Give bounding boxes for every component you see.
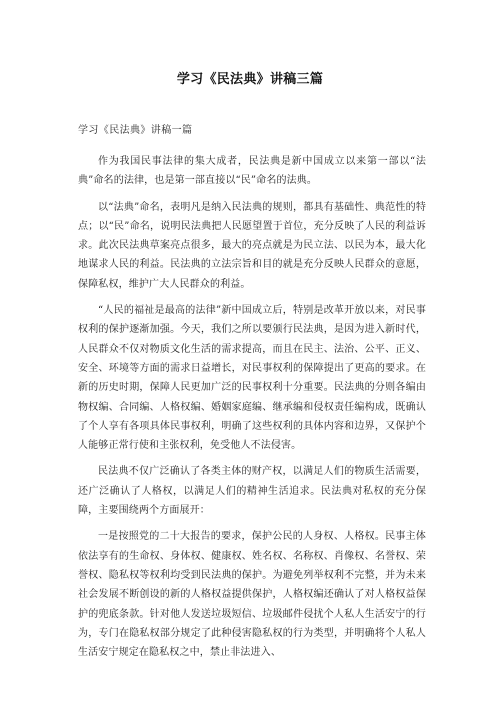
paragraph-4: 民法典不仅广泛确认了各类主体的财产权，以满足人们的物质生活需要，还广泛确认了人格权，以满足人们的精神生活追求。民法典对私权的充分保障，主要围绕两个方面展开： [78,466,426,517]
document-body [78,152,426,662]
paragraph-5: 一是按照党的二十大报告的要求，保护公民的人身权、人格权。民事主体依法享有的生命权、身体权、健康权、姓名权、名称权、肖像权、名誉权、荣誉权、隐私权等权利均受到民法典的保护。为避免列举权利不完整，并为未来社会发展不断创设的新的人格权益提供保护，人格权编还确认了对人格权益保护的兜底条款。针对他人发送垃圾短信、垃圾邮件侵扰个人私人生活安宁的行为，专门在隐私权部分规定了此种侵害隐私权的行为类型，并明确将个人私人生活安宁规定在隐私权之中，禁止非法进入、 [78,531,426,659]
paragraph-1: 作为我国民事法律的集大成者，民法典是新中国成立以来第一部以“法典”命名的法律，也是第一部直接以“民”命名的法典。 [78,156,426,187]
paragraph-2: 以“法典”命名，表明凡是纳入民法典的规则，都具有基础性、典范性的特点；以“民”命名，说明民法典把人民愿望置于首位，充分反映了人民的利益诉求。此次民法典草案亮点很多，最大的亮点就是为民立法、以民为本，最大化地谋求人民的利益。民法典的立法宗旨和目的就是充分反映人民群众的意愿，保障私权，维护广大人民群众的利益。 [78,201,426,290]
document-title: 学习《民法典》讲稿三篇 [176,72,324,87]
paragraph-3: “人民的福祉是最高的法律”新中国成立后，特别是改革开放以来，对民事权利的保护逐渐加强。今天，我们之所以要颁行民法典，是因为进入新时代，人民群众不仅对物质文化生活的需求提高，而且在民主、法治、公平、正义、安全、环境等方面的需求日益增长，对民事权利的保障提出了更高的要求。在新的历史时期，保障人民更加广泛的民事权利十分重要。民法典的分则各编由物权编、合同编、人格权编、婚姻家庭编、继承编和侵权责任编构成，既确认了个人享有各项具体民事权利，明确了这些权利的具体内容和边界，又保护个人能够正常行使和主张权利，免受他人不法侵害。 [78,305,426,452]
section-heading: 学习《民法典》讲稿一篇 [78,125,193,136]
